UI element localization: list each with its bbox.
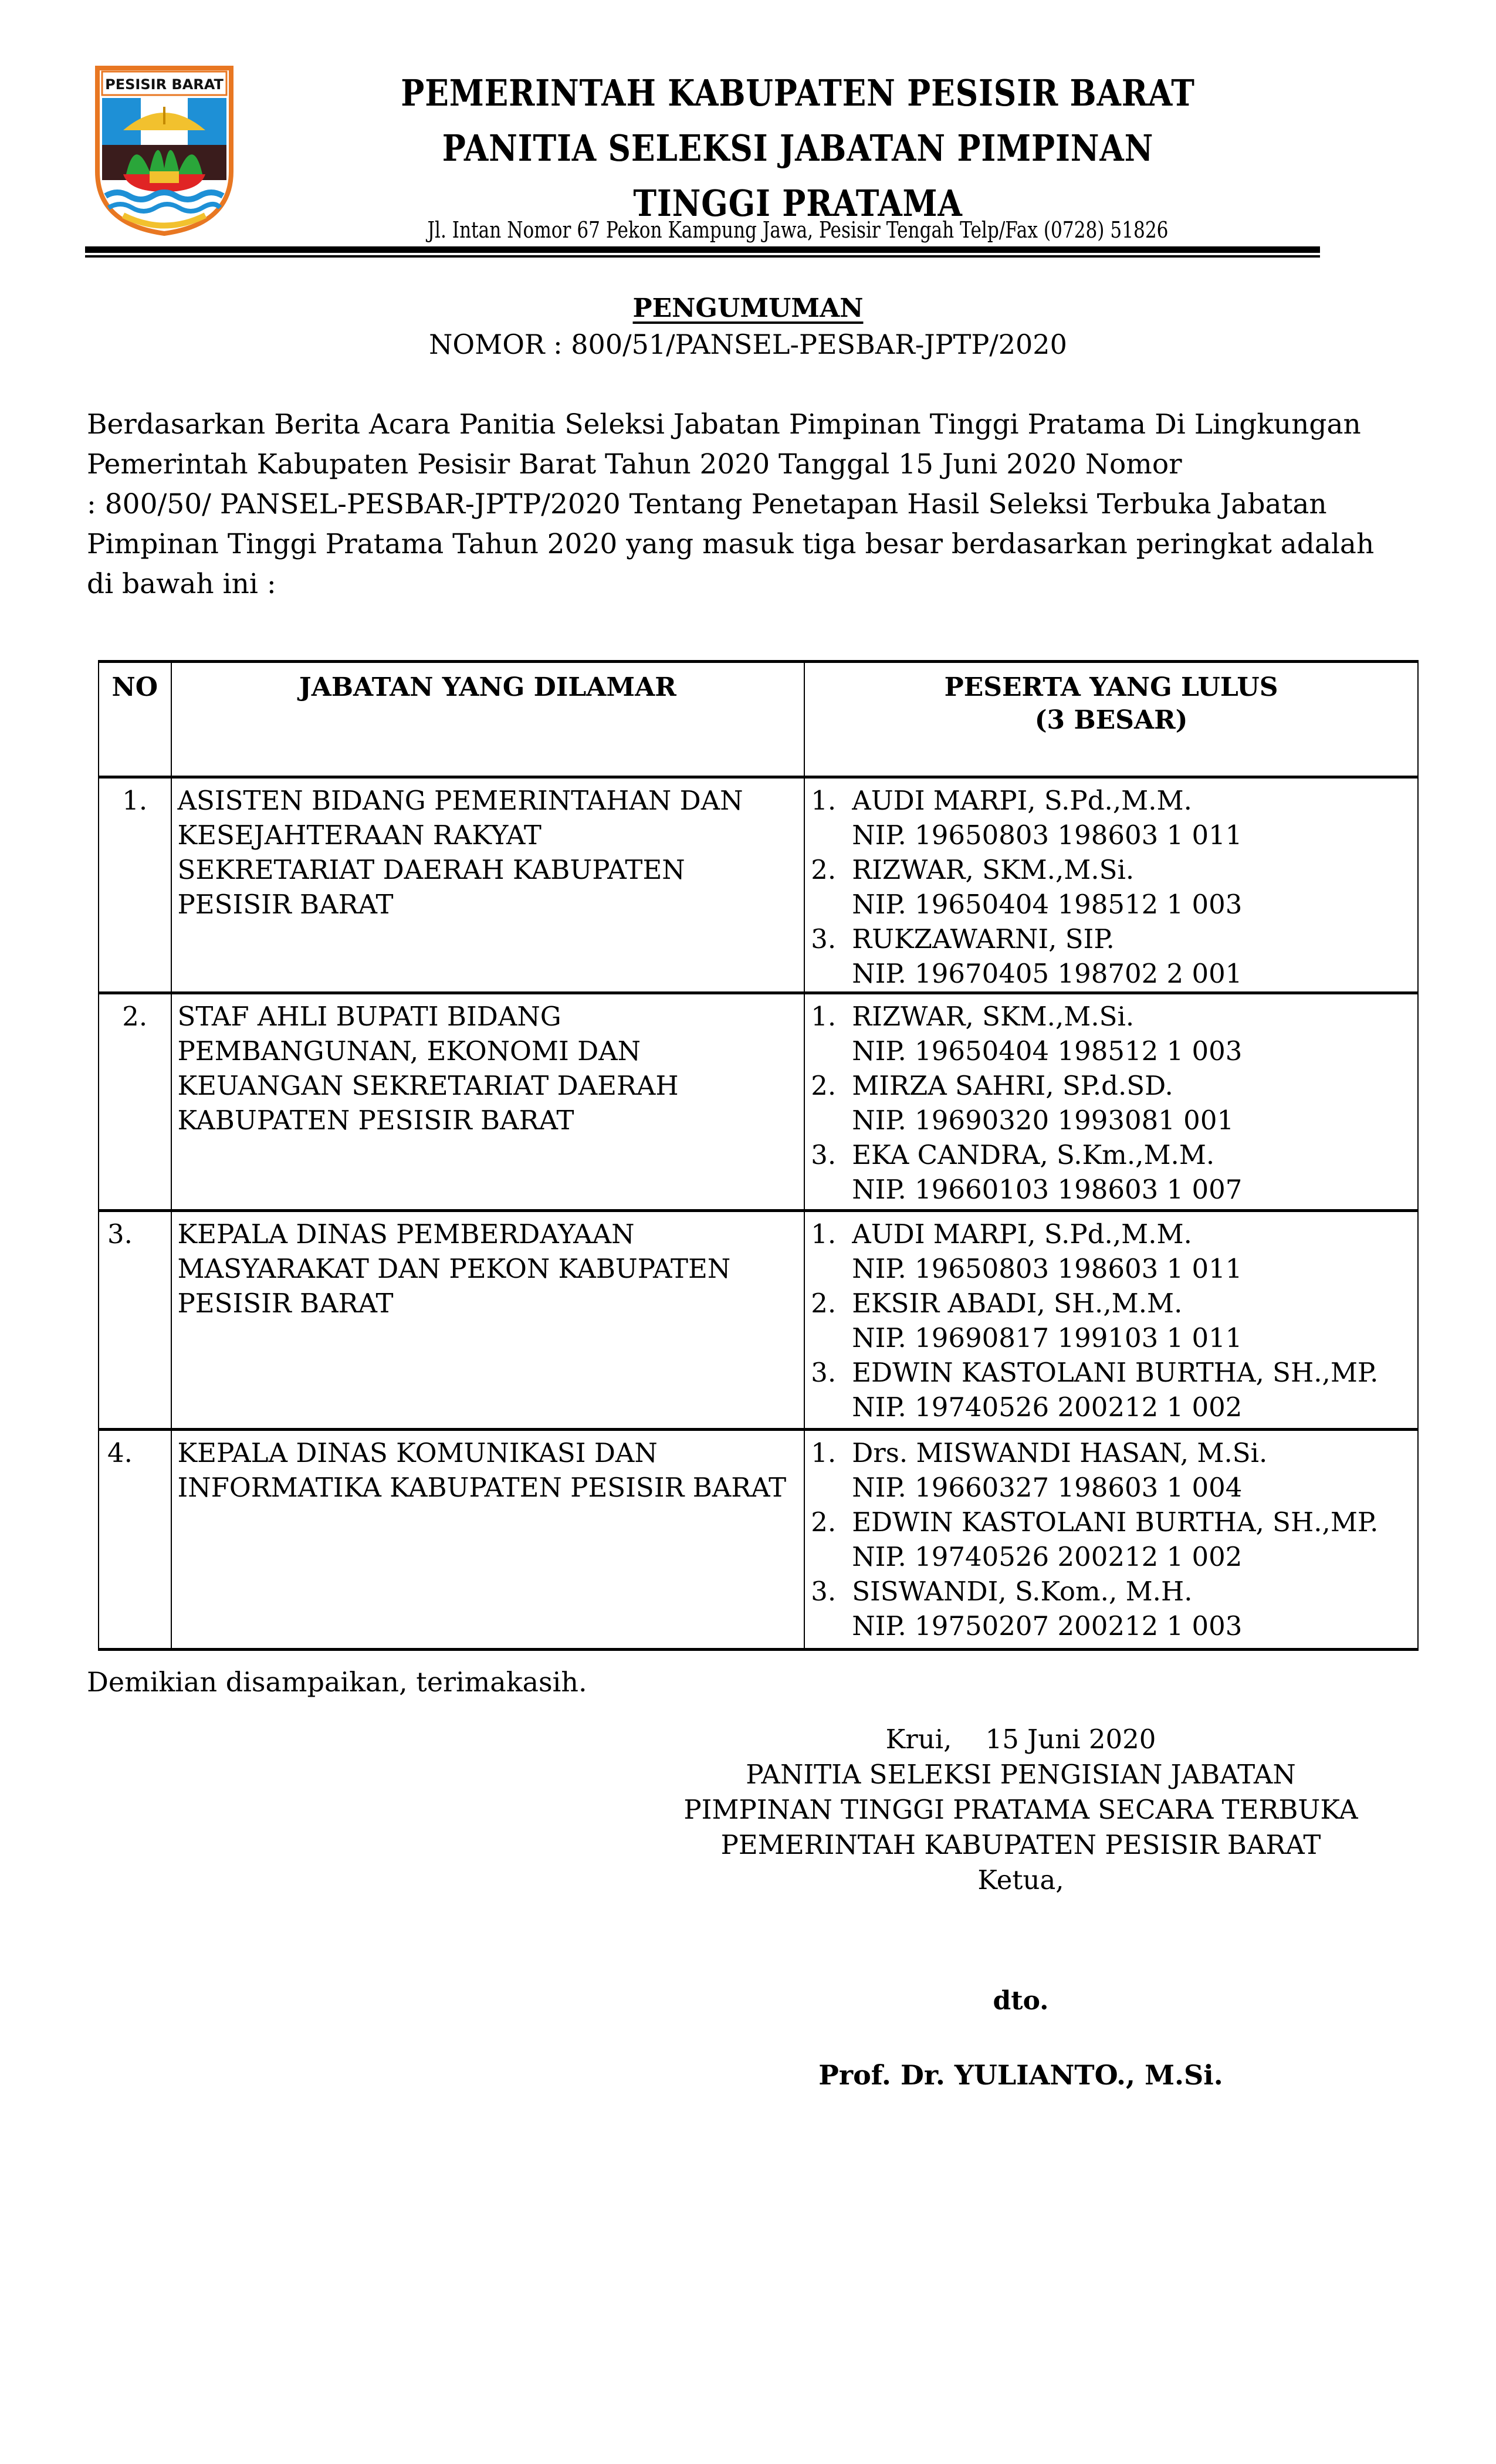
candidate <box>811 1286 1417 1355</box>
letterhead-line-rank: TINGGI PRATAMA <box>633 182 963 225</box>
candidate-nip: NIP. 19660327 198603 1 004 <box>852 1472 1243 1503</box>
candidate-name: Drs. MISWANDI HASAN, M.Si. <box>852 1437 1268 1468</box>
candidate-rank: 3. <box>811 1576 837 1607</box>
candidate-name: SISWANDI, S.Kom., M.H. <box>852 1576 1193 1607</box>
candidate <box>811 999 1417 1068</box>
candidate <box>811 1505 1417 1574</box>
candidate-rank: 1. <box>811 785 837 816</box>
letterhead-divider-thin <box>85 255 1320 258</box>
results-table <box>98 660 1419 1651</box>
candidate-name: MIRZA SAHRI, SP.d.SD. <box>852 1070 1173 1101</box>
letterhead-divider-thick <box>85 246 1320 253</box>
candidate <box>811 1574 1417 1643</box>
candidates-cell <box>804 1430 1418 1650</box>
candidate-rank: 1. <box>811 1437 837 1468</box>
position-line: MASYARAKAT DAN PEKON KABUPATEN <box>177 1253 731 1284</box>
candidate-nip: NIP. 19650404 198512 1 003 <box>852 889 1243 920</box>
table-row <box>99 993 1418 1211</box>
position-line: SEKRETARIAT DAERAH KABUPATEN <box>177 854 685 885</box>
position-line: PESISIR BARAT <box>177 1288 394 1319</box>
candidate <box>811 783 1417 852</box>
committee-line: PIMPINAN TINGGI PRATAMA SECARA TERBUKA <box>683 1794 1358 1825</box>
candidate-name: EDWIN KASTOLANI BURTHA, SH.,MP. <box>852 1507 1379 1538</box>
place-date: Krui, 15 Juni 2020 <box>885 1724 1156 1755</box>
paragraph-line: : 800/50/ PANSEL-PESBAR-JPTP/2020 Tentang Penetapan Hasil Seleksi Terbuka Jabatan <box>87 488 1327 520</box>
candidate-nip: NIP. 19650404 198512 1 003 <box>852 1035 1243 1067</box>
table-row <box>99 1430 1418 1650</box>
signature-note: dto. <box>993 1986 1049 2016</box>
candidate <box>811 922 1417 991</box>
candidate-rank: 3. <box>811 923 837 955</box>
candidate <box>811 1217 1417 1286</box>
candidate-nip: NIP. 19750207 200212 1 003 <box>852 1610 1243 1641</box>
position-cell <box>171 1430 805 1650</box>
letterhead-address: Jl. Intan Nomor 67 Pekon Kampung Jawa, Pesisir Tengah Telp/Fax (0728) 51826 <box>427 217 1169 243</box>
position-line: KABUPATEN PESISIR BARAT <box>177 1105 574 1136</box>
candidate-rank: 1. <box>811 1001 837 1032</box>
candidate-name: EKSIR ABADI, SH.,M.M. <box>852 1288 1183 1319</box>
candidate <box>811 1068 1417 1138</box>
paragraph-line: Berdasarkan Berita Acara Panitia Seleksi Jabatan Pimpinan Tinggi Pratama Di Lingkungan <box>87 408 1361 441</box>
committee-line: PANITIA SELEKSI PENGISIAN JABATAN <box>746 1759 1296 1790</box>
position-line: KEPALA DINAS PEMBERDAYAAN <box>177 1219 635 1250</box>
position-cell <box>171 1211 805 1430</box>
emblem-icon <box>94 66 235 236</box>
row-number: 3. <box>99 1211 171 1430</box>
candidate-rank: 2. <box>811 1288 837 1319</box>
position-line: INFORMATIKA KABUPATEN PESISIR BARAT <box>177 1472 787 1503</box>
paragraph-line: di bawah ini : <box>87 568 276 600</box>
position-line: KEPALA DINAS KOMUNIKASI DAN <box>177 1437 658 1468</box>
header-no: NO <box>99 662 171 777</box>
closing-statement: Demikian disampaikan, terimakasih. <box>87 1666 587 1698</box>
paragraph-line: Pimpinan Tinggi Pratama Tahun 2020 yang masuk tiga besar berdasarkan peringkat adalah <box>87 528 1375 560</box>
candidate-rank: 3. <box>811 1357 837 1388</box>
position-cell <box>171 993 805 1211</box>
candidate-name: RUKZAWARNI, SIP. <box>852 923 1115 955</box>
candidate-nip: NIP. 19690320 1993081 001 <box>852 1105 1234 1136</box>
candidate <box>811 852 1417 922</box>
position-line: PEMBANGUNAN, EKONOMI DAN <box>177 1035 641 1067</box>
candidate-name: EDWIN KASTOLANI BURTHA, SH.,MP. <box>852 1357 1379 1388</box>
row-number: 2. <box>99 993 171 1211</box>
announcement-title: PENGUMUMAN <box>632 293 864 323</box>
paragraph-line: Pemerintah Kabupaten Pesisir Barat Tahun 2020 Tanggal 15 Juni 2020 Nomor <box>87 448 1182 480</box>
candidate-rank: 2. <box>811 1507 837 1538</box>
candidate <box>811 1138 1417 1207</box>
regency-emblem-logo <box>94 66 235 236</box>
committee-line: PEMERINTAH KABUPATEN PESISIR BARAT <box>720 1829 1321 1860</box>
candidate-name: RIZWAR, SKM.,M.Si. <box>852 1001 1135 1032</box>
header-passed <box>804 662 1418 777</box>
row-number: 4. <box>99 1430 171 1650</box>
candidate-nip: NIP. 19690817 199103 1 011 <box>852 1322 1243 1353</box>
position-line: PESISIR BARAT <box>177 889 394 920</box>
candidate-rank: 3. <box>811 1139 837 1170</box>
signer-role: Ketua, <box>977 1864 1064 1896</box>
table-row <box>99 1211 1418 1430</box>
candidate <box>811 1436 1417 1505</box>
candidate-nip: NIP. 19740526 200212 1 002 <box>852 1392 1243 1423</box>
candidate-name: EKA CANDRA, S.Km.,M.M. <box>852 1139 1215 1170</box>
letterhead-line-committee: PANITIA SELEKSI JABATAN PIMPINAN <box>442 127 1154 170</box>
position-line: KEUANGAN SEKRETARIAT DAERAH <box>177 1070 679 1101</box>
header-passed-subtitle: (3 BESAR) <box>1034 705 1188 735</box>
header-passed-title: PESERTA YANG LULUS <box>944 672 1278 702</box>
candidate <box>811 1355 1417 1424</box>
opening-paragraph <box>87 405 1430 604</box>
candidates-cell <box>804 777 1418 993</box>
candidate-nip: NIP. 19660103 198603 1 007 <box>852 1174 1243 1205</box>
row-number: 1. <box>99 777 171 993</box>
signer-name: Prof. Dr. YULIANTO., M.Si. <box>818 2059 1223 2091</box>
position-line: KESEJAHTERAAN RAKYAT <box>177 820 541 851</box>
candidate-rank: 2. <box>811 1070 837 1101</box>
candidates-cell <box>804 1211 1418 1430</box>
candidate-nip: NIP. 19650803 198603 1 011 <box>852 820 1243 851</box>
candidate-rank: 1. <box>811 1219 837 1250</box>
table-header-row <box>99 662 1418 777</box>
announcement-number: NOMOR : 800/51/PANSEL-PESBAR-JPTP/2020 <box>429 329 1067 360</box>
candidate-nip: NIP. 19650803 198603 1 011 <box>852 1253 1243 1284</box>
candidate-name: RIZWAR, SKM.,M.Si. <box>852 854 1135 885</box>
candidates-cell <box>804 993 1418 1211</box>
candidate-nip: NIP. 19670405 198702 2 001 <box>852 958 1243 989</box>
candidate-name: AUDI MARPI, S.Pd.,M.M. <box>852 1219 1192 1250</box>
candidate-nip: NIP. 19740526 200212 1 002 <box>852 1541 1243 1572</box>
letterhead-line-government: PEMERINTAH KABUPATEN PESISIR BARAT <box>401 72 1195 114</box>
table-row <box>99 777 1418 993</box>
position-line: STAF AHLI BUPATI BIDANG <box>177 1001 561 1032</box>
header-position: JABATAN YANG DILAMAR <box>171 662 805 777</box>
candidate-name: AUDI MARPI, S.Pd.,M.M. <box>852 785 1192 816</box>
candidate-rank: 2. <box>811 854 837 885</box>
signature-block <box>663 1722 1379 1898</box>
letterhead-heading <box>246 66 1349 231</box>
position-cell <box>171 777 805 993</box>
emblem-label: PESISIR BARAT <box>105 76 224 93</box>
position-line: ASISTEN BIDANG PEMERINTAHAN DAN <box>177 785 743 816</box>
